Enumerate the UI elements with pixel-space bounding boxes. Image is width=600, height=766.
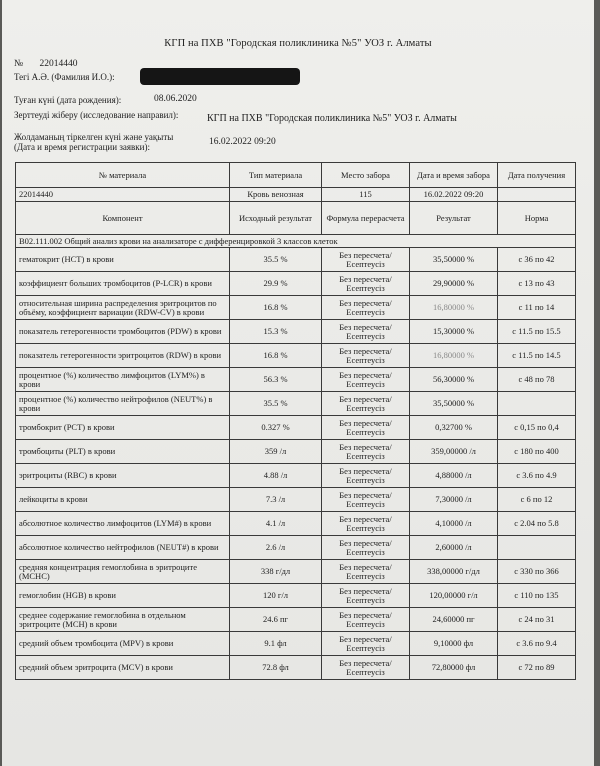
result-cell: 35,50000 % <box>410 248 498 272</box>
norm-cell: с 330 по 366 <box>498 560 576 584</box>
table-row <box>16 632 576 656</box>
table-row <box>16 536 576 560</box>
registration-label-kz: Жолдаманың тіркелген күні және уақыты <box>14 132 174 142</box>
component-cell: процентное (%) количество нейтрофилов (NEUT%) в крови <box>16 392 230 416</box>
header-component: Компонент <box>16 202 230 235</box>
norm-cell: с 2.04 по 5.8 <box>498 512 576 536</box>
component-cell: лейкоциты в крови <box>16 488 230 512</box>
result-cell: 56,30000 % <box>410 368 498 392</box>
component-cell: средний объем эритроцита (MCV) в крови <box>16 656 230 680</box>
initial-result-cell: 35.5 % <box>230 392 322 416</box>
formula-cell: Без пересчета/ Есептеусіз <box>322 584 410 608</box>
result-cell: 16,80000 % <box>410 344 498 368</box>
section-row <box>16 235 576 248</box>
component-cell: эритроциты (RBC) в крови <box>16 464 230 488</box>
number-label: № <box>14 59 24 69</box>
component-cell: среднее содержание гемоглобина в отдельном эритроците (MCH) в крови <box>16 608 230 632</box>
table-row <box>16 440 576 464</box>
norm-cell: с 36 по 42 <box>498 248 576 272</box>
meta-collection-date: 16.02.2022 09:20 <box>410 188 498 202</box>
initial-result-cell: 7.3 /л <box>230 488 322 512</box>
registration-label-ru: (Дата и время регистрации заявки): <box>14 142 150 152</box>
table-row <box>16 392 576 416</box>
component-cell: средняя концентрация гемоглобина в эритроците (MCHC) <box>16 560 230 584</box>
norm-cell <box>498 536 576 560</box>
component-cell: тромбокрит (PCT) в крови <box>16 416 230 440</box>
norm-cell: с 3.6 по 4.9 <box>498 464 576 488</box>
norm-cell: с 110 по 135 <box>498 584 576 608</box>
component-cell: тромбоциты (PLT) в крови <box>16 440 230 464</box>
formula-cell: Без пересчета/ Есептеусіз <box>322 248 410 272</box>
formula-cell: Без пересчета/ Есептеусіз <box>322 488 410 512</box>
table-row <box>16 272 576 296</box>
dob-label: Туған күні (дата рождения): <box>14 95 122 105</box>
norm-cell: с 72 по 89 <box>498 656 576 680</box>
result-cell: 4,10000 /л <box>410 512 498 536</box>
meta-header-material-type: Тип материала <box>230 163 322 188</box>
result-cell: 16,80000 % <box>410 296 498 320</box>
dob-value: 08.06.2020 <box>154 94 197 104</box>
meta-received-date <box>498 188 576 202</box>
norm-cell: с 0,15 по 0,4 <box>498 416 576 440</box>
meta-header-collection-date: Дата и время забора <box>410 163 498 188</box>
norm-cell: с 11.5 по 14.5 <box>498 344 576 368</box>
formula-cell: Без пересчета/ Есептеусіз <box>322 296 410 320</box>
table-row <box>16 512 576 536</box>
header-norm: Норма <box>498 202 576 235</box>
table-row <box>16 416 576 440</box>
norm-cell: с 24 по 31 <box>498 608 576 632</box>
formula-cell: Без пересчета/ Есептеусіз <box>322 656 410 680</box>
results-header-row <box>16 202 576 235</box>
formula-cell: Без пересчета/ Есептеусіз <box>322 536 410 560</box>
patient-name-label: Тегі А.Ә. (Фамилия И.О.): <box>14 72 115 82</box>
result-cell: 0,32700 % <box>410 416 498 440</box>
initial-result-cell: 56.3 % <box>230 368 322 392</box>
result-cell: 359,00000 /л <box>410 440 498 464</box>
table-row <box>16 488 576 512</box>
meta-header-collection-place: Место забора <box>322 163 410 188</box>
header-result: Результат <box>410 202 498 235</box>
formula-cell: Без пересчета/ Есептеусіз <box>322 608 410 632</box>
table-row <box>16 560 576 584</box>
initial-result-cell: 16.8 % <box>230 296 322 320</box>
report-number <box>14 59 77 69</box>
result-cell: 24,60000 пг <box>410 608 498 632</box>
result-cell: 9,10000 фл <box>410 632 498 656</box>
formula-cell: Без пересчета/ Есептеусіз <box>322 272 410 296</box>
redacted-patient-name <box>140 68 300 85</box>
initial-result-cell: 16.8 % <box>230 344 322 368</box>
formula-cell: Без пересчета/ Есептеусіз <box>322 416 410 440</box>
initial-result-cell: 0.327 % <box>230 416 322 440</box>
formula-cell: Без пересчета/ Есептеусіз <box>322 512 410 536</box>
component-cell: абсолютное количество лимфоцитов (LYM#) в крови <box>16 512 230 536</box>
component-cell: процентное (%) количество лимфоцитов (LYM%) в крови <box>16 368 230 392</box>
meta-material-no: 22014440 <box>16 188 230 202</box>
initial-result-cell: 338 г/дл <box>230 560 322 584</box>
results-table <box>15 162 576 680</box>
initial-result-cell: 4.1 /л <box>230 512 322 536</box>
number-value: 22014440 <box>39 59 78 69</box>
result-cell: 338,00000 г/дл <box>410 560 498 584</box>
norm-cell: с 13 по 43 <box>498 272 576 296</box>
table-row <box>16 656 576 680</box>
header-formula: Формула перерасчета <box>322 202 410 235</box>
result-cell: 72,80000 фл <box>410 656 498 680</box>
meta-header-row <box>16 163 576 188</box>
table-row <box>16 584 576 608</box>
table-row <box>16 320 576 344</box>
result-cell: 2,60000 /л <box>410 536 498 560</box>
component-cell: гематокрит (HCT) в крови <box>16 248 230 272</box>
initial-result-cell: 24.6 пг <box>230 608 322 632</box>
initial-result-cell: 72.8 фл <box>230 656 322 680</box>
norm-cell: с 11 по 14 <box>498 296 576 320</box>
table-row <box>16 368 576 392</box>
table-row <box>16 248 576 272</box>
initial-result-cell: 4.88 /л <box>230 464 322 488</box>
section-title: B02.111.002 Общий анализ крови на анализаторе с дифференцировкой 3 классов клеток <box>16 235 576 248</box>
component-cell: гемоглобин (HGB) в крови <box>16 584 230 608</box>
formula-cell: Без пересчета/ Есептеусіз <box>322 368 410 392</box>
formula-cell: Без пересчета/ Есептеусіз <box>322 464 410 488</box>
table-row <box>16 296 576 320</box>
initial-result-cell: 2.6 /л <box>230 536 322 560</box>
formula-cell: Без пересчета/ Есептеусіз <box>322 320 410 344</box>
result-cell: 15,30000 % <box>410 320 498 344</box>
norm-cell: с 11.5 по 15.5 <box>498 320 576 344</box>
initial-result-cell: 15.3 % <box>230 320 322 344</box>
sender-label: Зерттеуді жіберу (исследование направил): <box>14 110 179 120</box>
results-body <box>16 248 576 680</box>
norm-cell: с 6 по 12 <box>498 488 576 512</box>
formula-cell: Без пересчета/ Есептеусіз <box>322 344 410 368</box>
table-row <box>16 464 576 488</box>
meta-material-type: Кровь венозная <box>230 188 322 202</box>
table-row <box>16 344 576 368</box>
component-cell: абсолютное количество нейтрофилов (NEUT#) в крови <box>16 536 230 560</box>
table-row <box>16 608 576 632</box>
lab-report-document <box>2 0 594 766</box>
component-cell: показатель гетерогенности тромбоцитов (PDW) в крови <box>16 320 230 344</box>
result-cell: 7,30000 /л <box>410 488 498 512</box>
formula-cell: Без пересчета/ Есептеусіз <box>322 560 410 584</box>
header-initial-result: Исходный результат <box>230 202 322 235</box>
formula-cell: Без пересчета/ Есептеусіз <box>322 392 410 416</box>
component-cell: относительная ширина распределения эритроцитов по объёму, коэффициент вариации (RDW-CV) в крови <box>16 296 230 320</box>
registration-value: 16.02.2022 09:20 <box>209 137 276 147</box>
meta-header-material-no: № материала <box>16 163 230 188</box>
initial-result-cell: 9.1 фл <box>230 632 322 656</box>
component-cell: коэффициент больших тромбоцитов (P-LCR) в крови <box>16 272 230 296</box>
formula-cell: Без пересчета/ Есептеусіз <box>322 440 410 464</box>
norm-cell: с 3.6 по 9.4 <box>498 632 576 656</box>
meta-header-received-date: Дата получения <box>498 163 576 188</box>
sender-value: КГП на ПХВ "Городская поликлиника №5" УОЗ г. Алматы <box>207 113 457 124</box>
result-cell: 120,00000 г/л <box>410 584 498 608</box>
component-cell: средний объем тромбоцита (MPV) в крови <box>16 632 230 656</box>
result-cell: 4,88000 /л <box>410 464 498 488</box>
organization-title: КГП на ПХВ "Городская поликлиника №5" УОЗ г. Алматы <box>164 38 432 49</box>
norm-cell: с 48 по 78 <box>498 368 576 392</box>
initial-result-cell: 35.5 % <box>230 248 322 272</box>
initial-result-cell: 29.9 % <box>230 272 322 296</box>
result-cell: 29,90000 % <box>410 272 498 296</box>
result-cell: 35,50000 % <box>410 392 498 416</box>
initial-result-cell: 120 г/л <box>230 584 322 608</box>
formula-cell: Без пересчета/ Есептеусіз <box>322 632 410 656</box>
meta-collection-place: 115 <box>322 188 410 202</box>
norm-cell <box>498 392 576 416</box>
initial-result-cell: 359 /л <box>230 440 322 464</box>
meta-value-row <box>16 188 576 202</box>
component-cell: показатель гетерогенности эритроцитов (RDW) в крови <box>16 344 230 368</box>
norm-cell: с 180 по 400 <box>498 440 576 464</box>
